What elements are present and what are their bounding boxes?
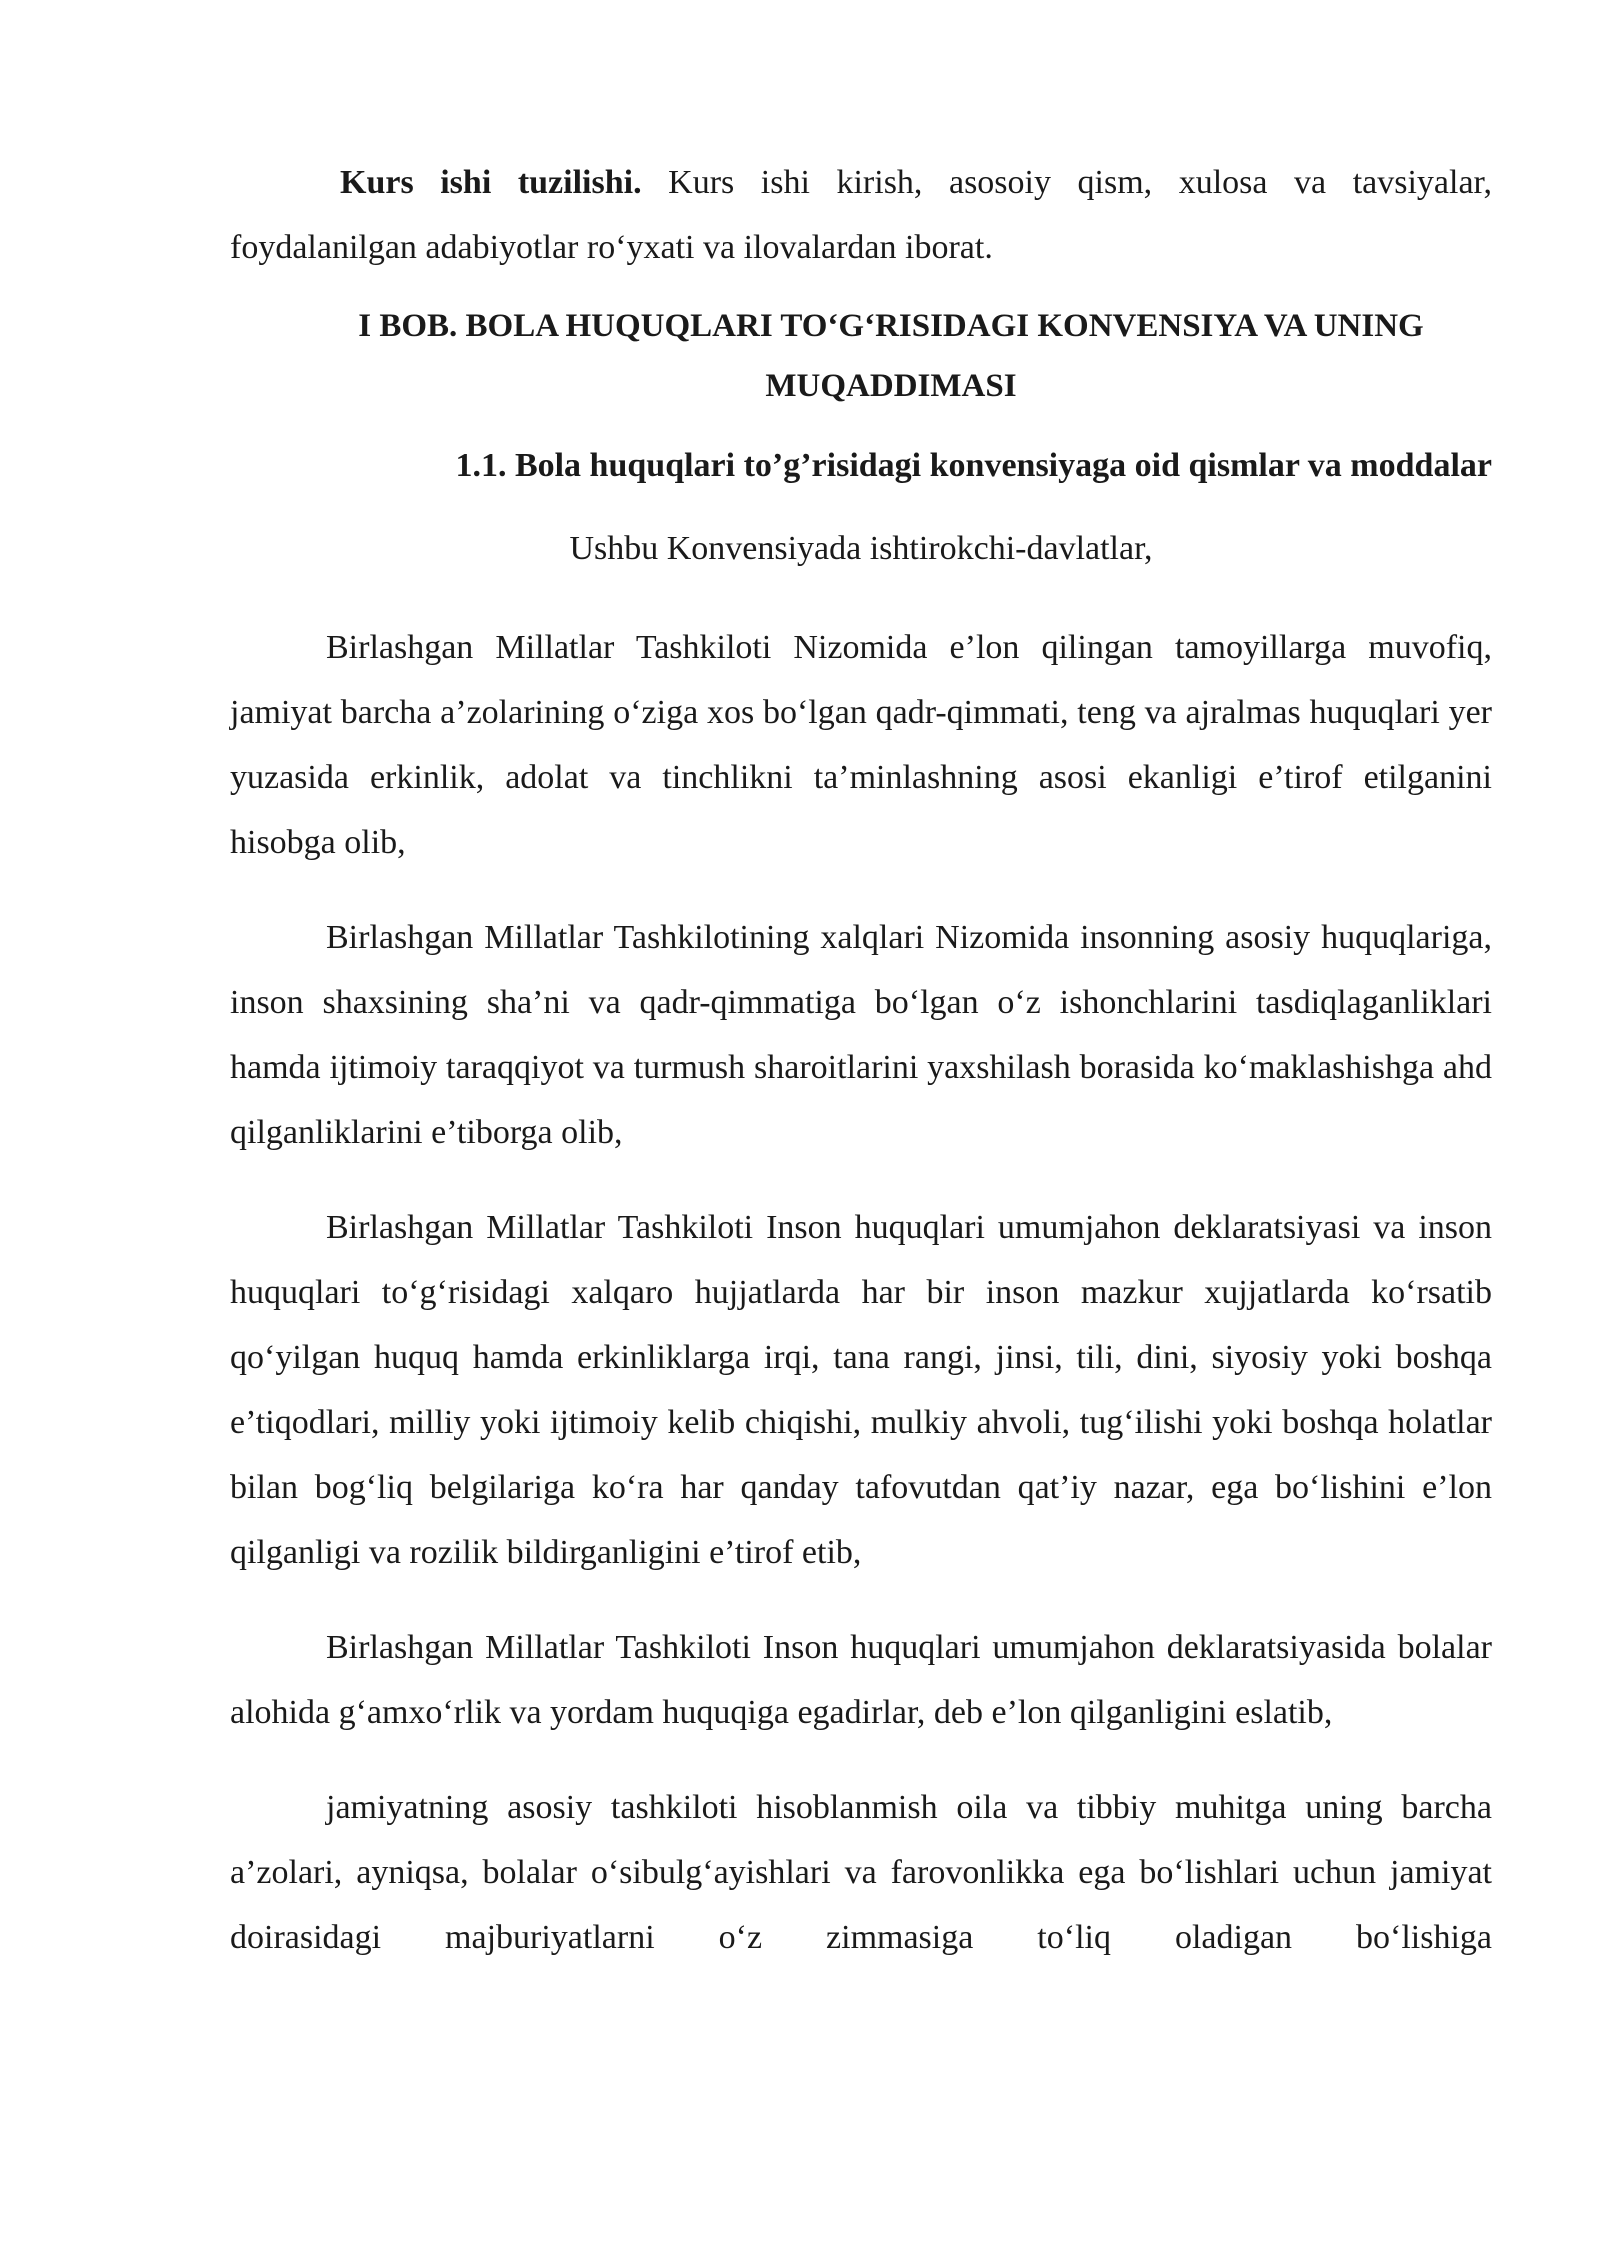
chapter-title: I BOB. BOLA HUQUQLARI TO‘G‘RISIDAGI KONVENSIYA VA UNING MUQADDIMASI	[358, 308, 1424, 404]
document-page	[230, 150, 1492, 1970]
preamble-opening: Ushbu Konvensiyada ishtirokchi-davlatlar,	[569, 530, 1153, 567]
intro-paragraph	[230, 150, 1492, 280]
body-paragraph: Birlashgan Millatlar Tashkiloti Nizomida e’lon qilingan tamoyillarga muvofiq, jamiyat barcha a’zolarining o‘ziga xos bo‘lgan qadr-qimmati, teng va ajralmas huquqlari yer yuzasida erkinlik, adolat va tinchlikni ta’minlashning asosi ekanligi e’tirof etilganini hisobga olib,	[230, 629, 1492, 861]
body-paragraph: Birlashgan Millatlar Tashkilotining xalqlari Nizomida insonning asosiy huquqlariga, inson shaxsining sha’ni va qadr-qimmatiga bo‘lgan o‘z ishonchlarini tasdiqlaganliklari hamda ijtimoiy taraqqiyot va turmush sharoitlarini yaxshilash borasida ko‘maklashishga ahd qilganliklarini e’tiborga olib,	[230, 919, 1492, 1151]
body-paragraph: Birlashgan Millatlar Tashkiloti Inson huquqlari umumjahon deklaratsiyasi va inson huquqlari to‘g‘risidagi xalqaro hujjatlarda har bir inson mazkur xujjatlarda ko‘rsatib qo‘yilgan huquq hamda erkinliklarga irqi, tana rangi, jinsi, tili, dini, siyosiy yoki boshqa e’tiqodlari, milliy yoki ijtimoiy kelib chiqishi, mulkiy ahvoli, tug‘ilishi yoki boshqa holatlar bilan bog‘liq belgilariga ko‘ra har qanday tafovutdan qat’iy nazar, ega bo‘lishini e’lon qilganligi va rozilik bildirganligini e’tirof etib,	[230, 1209, 1492, 1571]
body-paragraph: jamiyatning asosiy tashkiloti hisoblanmish oila va tibbiy muhitga uning barcha a’zolari, ayniqsa, bolalar o‘sibulg‘ayishlari va farovonlikka ega bo‘lishlari uchun jamiyat doirasidagi majburiyatlarni o‘z zimmasiga to‘liq oladigan bo‘lishiga	[230, 1789, 1492, 1956]
intro-bold-lead: Kurs ishi tuzilishi.	[340, 164, 642, 201]
body-paragraph: Birlashgan Millatlar Tashkiloti Inson huquqlari umumjahon deklaratsiyasida bolalar alohida g‘amxo‘rlik va yordam huquqiga egadirlar, deb e’lon qilganligini eslatib,	[230, 1629, 1492, 1731]
intro-text: Kurs ishi kirish, asosoiy qism, xulosa va tavsiyalar, foydalanilgan adabiyotlar ro‘yxati va ilovalardan iborat.	[230, 164, 1492, 266]
section-title: 1.1. Bola huquqlari to’g’risidagi konvensiyaga oid qismlar va moddalar	[455, 447, 1492, 484]
